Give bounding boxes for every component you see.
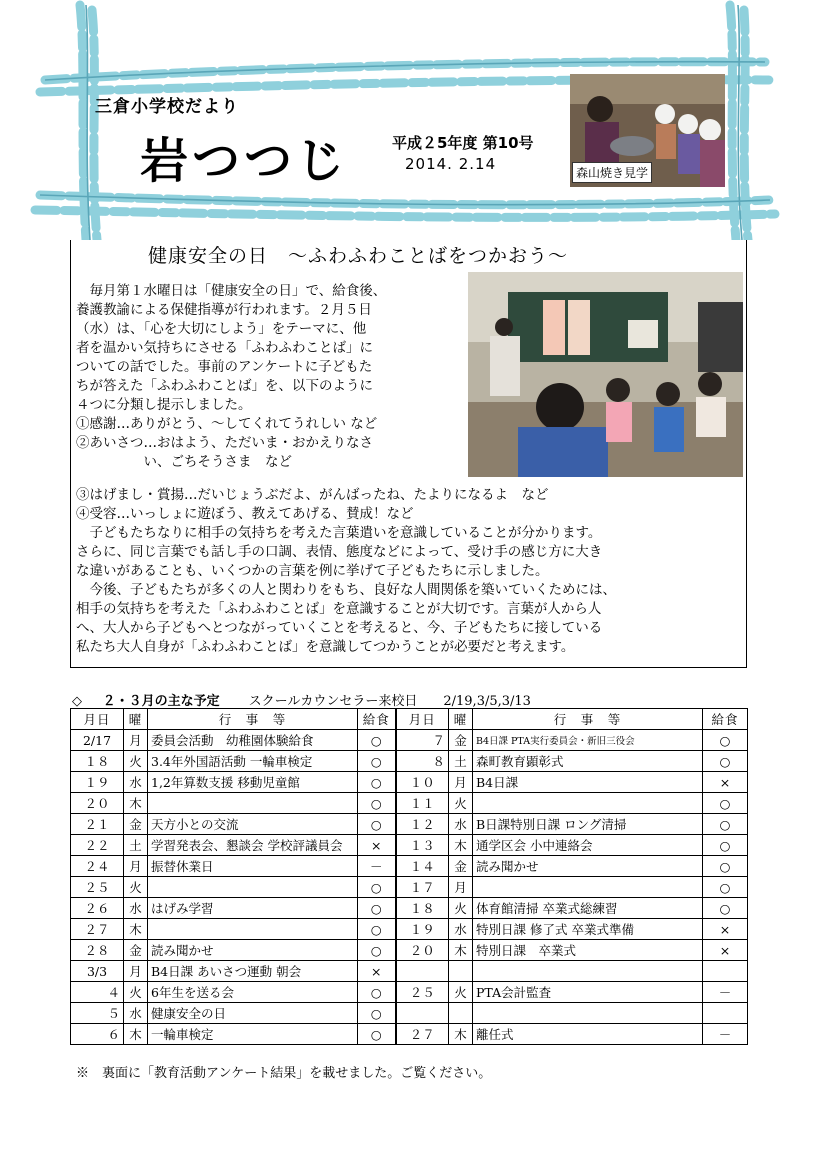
cell-event: PTA会計監査 xyxy=(473,982,703,1003)
table-row xyxy=(71,751,748,772)
cell-day: 火 xyxy=(124,751,148,772)
article-line: い、ごちそうさま など xyxy=(76,454,292,470)
cell-lunch: × xyxy=(703,772,748,793)
cell-date: ２２ xyxy=(71,835,124,856)
cell-day: 金 xyxy=(124,814,148,835)
column-header: 給食 xyxy=(358,709,396,730)
cell-lunch: ○ xyxy=(358,751,396,772)
cell-lunch xyxy=(703,961,748,982)
cell-day: 水 xyxy=(449,814,473,835)
cell-date: ２１ xyxy=(71,814,124,835)
cell-lunch: ○ xyxy=(703,751,748,772)
cell-event: 読み聞かせ xyxy=(473,856,703,877)
cell-date: １３ xyxy=(396,835,449,856)
cell-lunch: ○ xyxy=(703,877,748,898)
cell-day: 金 xyxy=(124,940,148,961)
article-title: 健康安全の日 ～ふわふわことばをつかおう～ xyxy=(148,245,569,267)
cell-day: 土 xyxy=(124,835,148,856)
cell-day xyxy=(449,961,473,982)
cell-lunch: ○ xyxy=(358,793,396,814)
cell-event: B4日課 xyxy=(473,772,703,793)
cell-lunch: ○ xyxy=(703,814,748,835)
article-line: ４つに分類し提示しました。 xyxy=(76,397,252,413)
table-row xyxy=(71,877,748,898)
cell-day: 月 xyxy=(124,961,148,982)
cell-event: B日課特別日課 ロング清掃 xyxy=(473,814,703,835)
cell-date: ２５ xyxy=(396,982,449,1003)
cell-date: ２７ xyxy=(396,1024,449,1045)
cell-date: ５ xyxy=(71,1003,124,1024)
cell-event: B4日課 PTA実行委員会・新旧三役会 xyxy=(473,730,703,751)
cell-lunch: × xyxy=(358,835,396,856)
cell-date: ２０ xyxy=(396,940,449,961)
column-header: 月日 xyxy=(396,709,449,730)
table-row xyxy=(71,793,748,814)
cell-date: １７ xyxy=(396,877,449,898)
cell-event xyxy=(148,919,358,940)
column-header: 行 事 等 xyxy=(148,709,358,730)
column-header: 曜 xyxy=(449,709,473,730)
column-header: 行 事 等 xyxy=(473,709,703,730)
cell-event xyxy=(473,1003,703,1024)
cell-day: 水 xyxy=(449,919,473,940)
cell-day: 水 xyxy=(124,772,148,793)
cell-event xyxy=(473,961,703,982)
schedule-header-row xyxy=(71,709,748,730)
cell-day: 火 xyxy=(449,898,473,919)
cell-date: １８ xyxy=(71,751,124,772)
article-line: ④受容…いっしょに遊ぼう、教えてあげる、賛成！など xyxy=(76,506,414,522)
cell-day: 木 xyxy=(124,793,148,814)
article-line: ①感謝…ありがとう、～してくれてうれしい など xyxy=(76,416,378,432)
cell-date: １４ xyxy=(396,856,449,877)
article-line: 養護教諭による保健指導が行われます。２月５日 xyxy=(76,302,372,318)
table-row xyxy=(71,982,748,1003)
cell-event: 委員会活動 幼稚園体験給食 xyxy=(148,730,358,751)
table-row xyxy=(71,856,748,877)
cell-lunch: ○ xyxy=(358,877,396,898)
cell-lunch: ○ xyxy=(358,1003,396,1024)
cell-event xyxy=(148,877,358,898)
cell-event: 通学区会 小中連絡会 xyxy=(473,835,703,856)
cell-day: 金 xyxy=(449,730,473,751)
issue-date: 2014. 2.14 xyxy=(405,155,497,173)
table-row xyxy=(71,919,748,940)
cell-event xyxy=(473,877,703,898)
article-line: 者を温かい気持ちにさせる「ふわふわことば」に xyxy=(76,340,373,356)
cell-event xyxy=(473,793,703,814)
cell-lunch: ○ xyxy=(358,814,396,835)
cell-date: ２８ xyxy=(71,940,124,961)
cell-date: 3/3 xyxy=(71,961,124,982)
cell-event: 森町教育顕彰式 xyxy=(473,751,703,772)
cell-lunch: ○ xyxy=(703,898,748,919)
table-row xyxy=(71,898,748,919)
article-line: 毎月第１水曜日は「健康安全の日」で、給食後、 xyxy=(76,283,387,299)
cell-day: 木 xyxy=(449,940,473,961)
cell-event: 健康安全の日 xyxy=(148,1003,358,1024)
cell-lunch: ○ xyxy=(358,898,396,919)
cell-lunch: ○ xyxy=(358,1024,396,1045)
column-header: 給食 xyxy=(703,709,748,730)
cell-date: １９ xyxy=(396,919,449,940)
cell-day: 土 xyxy=(449,751,473,772)
cell-lunch: － xyxy=(358,856,396,877)
cell-event: B4日課 あいさつ運動 朝会 xyxy=(148,961,358,982)
cell-lunch: ○ xyxy=(358,772,396,793)
column-header: 月日 xyxy=(71,709,124,730)
cell-day: 火 xyxy=(449,982,473,1003)
cell-date: １１ xyxy=(396,793,449,814)
counselor-dates: スクールカウンセラー来校日 2/19,3/5,3/13 xyxy=(248,694,531,709)
article-line: 子どもたちなりに相手の気持ちを考えた言葉遣いを意識していることが分かります。 xyxy=(76,525,602,541)
cell-day: 木 xyxy=(124,919,148,940)
cell-event: 1,2年算数支援 移動児童館 xyxy=(148,772,358,793)
cell-date: ６ xyxy=(71,1024,124,1045)
cell-event: 読み聞かせ xyxy=(148,940,358,961)
table-row xyxy=(71,1024,748,1045)
cell-date: ２０ xyxy=(71,793,124,814)
cell-date: ４ xyxy=(71,982,124,1003)
cell-day: 月 xyxy=(124,856,148,877)
cell-lunch: － xyxy=(703,1024,748,1045)
article-line: 今後、子どもたちが多くの人と関わりをもち、良好な人間関係を築いていくためには、 xyxy=(76,582,616,598)
article-line: ②あいさつ…おはよう、ただいま・おかえりなさ xyxy=(76,435,373,451)
cell-date: １０ xyxy=(396,772,449,793)
cell-date xyxy=(396,961,449,982)
cell-date: ２５ xyxy=(71,877,124,898)
cell-date: ２６ xyxy=(71,898,124,919)
cell-lunch: × xyxy=(703,940,748,961)
photo-caption: 森山焼き見学 xyxy=(572,162,652,183)
cell-day: 木 xyxy=(124,1024,148,1045)
table-row xyxy=(71,730,748,751)
cell-day: 火 xyxy=(124,877,148,898)
table-row xyxy=(71,1003,748,1024)
footer-note: ※ 裏面に「教育活動アンケート結果」を載せました。ご覧ください。 xyxy=(76,1066,492,1081)
cell-date: ７ xyxy=(396,730,449,751)
article-line: （水）は、「心を大切にしよう」をテーマに、他 xyxy=(76,321,367,337)
article-line: さらに、同じ言葉でも話し手の口調、表情、態度などによって、受け手の感じ方に大き xyxy=(76,544,603,560)
cell-day: 金 xyxy=(449,856,473,877)
cell-date: ８ xyxy=(396,751,449,772)
cell-day: 月 xyxy=(124,730,148,751)
cell-lunch: ○ xyxy=(703,793,748,814)
table-row xyxy=(71,772,748,793)
cell-event xyxy=(148,793,358,814)
article-line: 私たち大人自身が「ふわふわことば」を意識してつかうことが必要だと考えます。 xyxy=(76,639,575,655)
newsletter-title: 岩つつじ xyxy=(140,133,349,189)
cell-date: １２ xyxy=(396,814,449,835)
classroom-photo xyxy=(468,272,743,477)
cell-date: １８ xyxy=(396,898,449,919)
cell-lunch: × xyxy=(703,919,748,940)
issue-number: 平成２5年度 第10号 xyxy=(392,134,534,152)
schedule-table xyxy=(70,708,748,1045)
table-row xyxy=(71,835,748,856)
cell-date: 2/17 xyxy=(71,730,124,751)
cell-day: 月 xyxy=(449,772,473,793)
article-line: ついての話でした。事前のアンケートに子どもた xyxy=(76,359,373,375)
article-line: ③はげまし・賞揚…だいじょうぶだよ、がんばったね、たよりになるよ など xyxy=(76,487,549,503)
diamond-icon: ◇ xyxy=(72,694,82,709)
cell-date: １９ xyxy=(71,772,124,793)
column-header: 曜 xyxy=(124,709,148,730)
cell-day: 水 xyxy=(124,1003,148,1024)
schedule-title: ２・３月の主な予定 xyxy=(102,694,220,709)
cell-day: 火 xyxy=(124,982,148,1003)
article-line: へ、大人から子どもへとつながっていくことを考えると、今、子どもたちに接している xyxy=(76,620,603,636)
cell-event: 3.4年外国語活動 一輪車検定 xyxy=(148,751,358,772)
cell-lunch: × xyxy=(358,961,396,982)
cell-day: 月 xyxy=(449,877,473,898)
cell-lunch: ○ xyxy=(703,856,748,877)
cell-lunch xyxy=(703,1003,748,1024)
cell-event: 振替休業日 xyxy=(148,856,358,877)
cell-date xyxy=(396,1003,449,1024)
cell-day xyxy=(449,1003,473,1024)
cell-event: 一輪車検定 xyxy=(148,1024,358,1045)
cell-date: ２４ xyxy=(71,856,124,877)
cell-event: 天方小との交流 xyxy=(148,814,358,835)
table-row xyxy=(71,940,748,961)
cell-event: はげみ学習 xyxy=(148,898,358,919)
table-row xyxy=(71,814,748,835)
cell-event: 6年生を送る会 xyxy=(148,982,358,1003)
cell-event: 学習発表会、懇談会 学校評議員会 xyxy=(148,835,358,856)
article-line: 相手の気持ちを考えた「ふわふわことば」を意識することが大切です。言葉が人から人 xyxy=(76,601,602,617)
table-row xyxy=(71,961,748,982)
article-line: な違いがあることも、いくつかの言葉を例に挙げて子どもたちに示しました。 xyxy=(76,563,549,579)
cell-day: 木 xyxy=(449,835,473,856)
cell-lunch: ○ xyxy=(358,982,396,1003)
cell-lunch: ○ xyxy=(703,730,748,751)
schedule-header xyxy=(72,690,531,709)
cell-date: ２７ xyxy=(71,919,124,940)
cell-event: 特別日課 卒業式 xyxy=(473,940,703,961)
cell-lunch: ○ xyxy=(358,730,396,751)
cell-event: 離任式 xyxy=(473,1024,703,1045)
cell-lunch: － xyxy=(703,982,748,1003)
article-line: ちが答えた「ふわふわことば」を、以下のように xyxy=(76,378,373,394)
cell-lunch: ○ xyxy=(358,940,396,961)
cell-day: 火 xyxy=(449,793,473,814)
cell-lunch: ○ xyxy=(358,919,396,940)
cell-event: 体育館清掃 卒業式総練習 xyxy=(473,898,703,919)
cell-event: 特別日課 修了式 卒業式準備 xyxy=(473,919,703,940)
cell-day: 水 xyxy=(124,898,148,919)
cell-day: 木 xyxy=(449,1024,473,1045)
school-name: 三倉小学校だより xyxy=(95,97,239,117)
cell-lunch: ○ xyxy=(703,835,748,856)
